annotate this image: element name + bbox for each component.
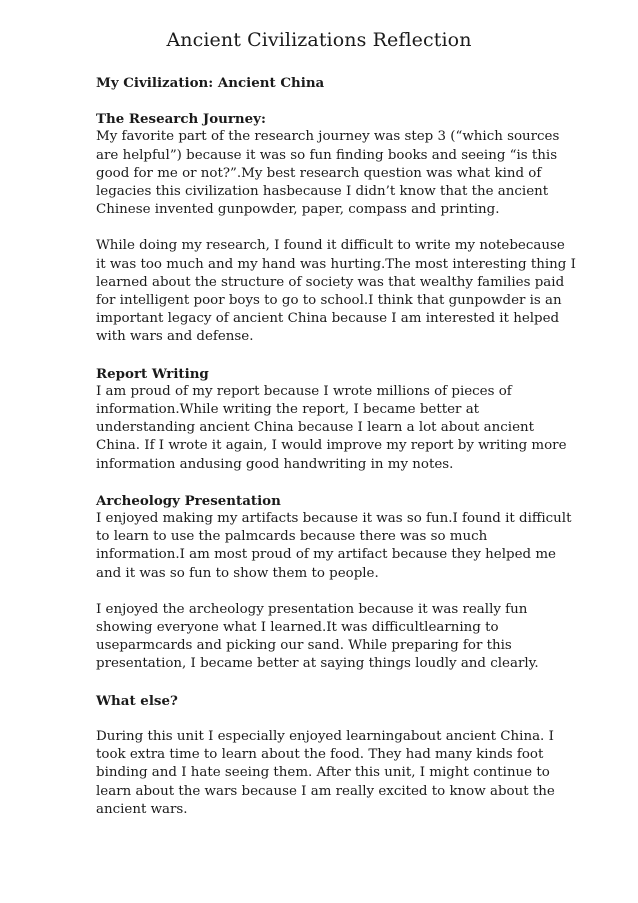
spacer (96, 674, 578, 692)
paragraph-research-2: While doing my research, I found it difficult to write my notebecause it was too much and my hand was hurting.The most interesting thing I learned about the structure of society was that wealthy families paid for intelligent poor boys to go to school.I think that gunpowder is an important legacy of ancient China because I am interested it helped with wars and defense. (96, 238, 576, 345)
section-heading-archeology-presentation: Archeology Presentation (96, 492, 281, 509)
spacer (96, 219, 578, 237)
section-heading-what-else: What else? (96, 692, 178, 709)
spacer (96, 583, 578, 601)
spacer (96, 92, 578, 110)
spacer (96, 474, 578, 492)
section-heading-research-journey: The Research Journey: (96, 111, 266, 128)
section-heading-report-writing: Report Writing (96, 365, 209, 382)
document-body (96, 74, 578, 819)
paragraph-archeology-1: I enjoyed making my artifacts because it was so fun.I found it difficult to learn to use the palmcards because there was so much information.I am most proud of my artifact because they helped me and it was so fun to show them to people. (96, 511, 572, 581)
spacer (96, 347, 578, 365)
paragraph-what-else-1: During this unit I especially enjoyed learningabout ancient China. I took extra time to learn about the food. They had many kinds foot binding and I hate seeing them. After this unit, I might continue to learn about the wars because I am really excited to know about the ancient wars. (96, 728, 555, 817)
paragraph-archeology-2: I enjoyed the archeology presentation because it was really fun showing everyone what I learned.It was difficultlearning to useparmcards and picking our sand. While preparing for this presentation, I became better at saying things loudly and clearly. (96, 601, 539, 672)
paragraph-report-1: I am proud of my report because I wrote millions of pieces of information.While writing the report, I became better at understanding ancient China because I learn a lot about ancient China. If I wrote it again, I would improve my report by writing more information andusing good handwriting in my notes. (96, 383, 567, 472)
civilization-heading: My Civilization: Ancient China (96, 75, 325, 91)
spacer (96, 710, 578, 728)
page-title: Ancient Civilizations Reflection (166, 29, 472, 51)
paragraph-research-1: My favorite part of the research journey was step 3 (“which sources are helpful”) because it was so fun finding books and seeing “is this good for me or not?”.My best research question was what kind of legacies this civilization hasbecause I didn’t know that the ancient Chinese invented gunpowder, paper, compass and printing. (96, 129, 560, 218)
